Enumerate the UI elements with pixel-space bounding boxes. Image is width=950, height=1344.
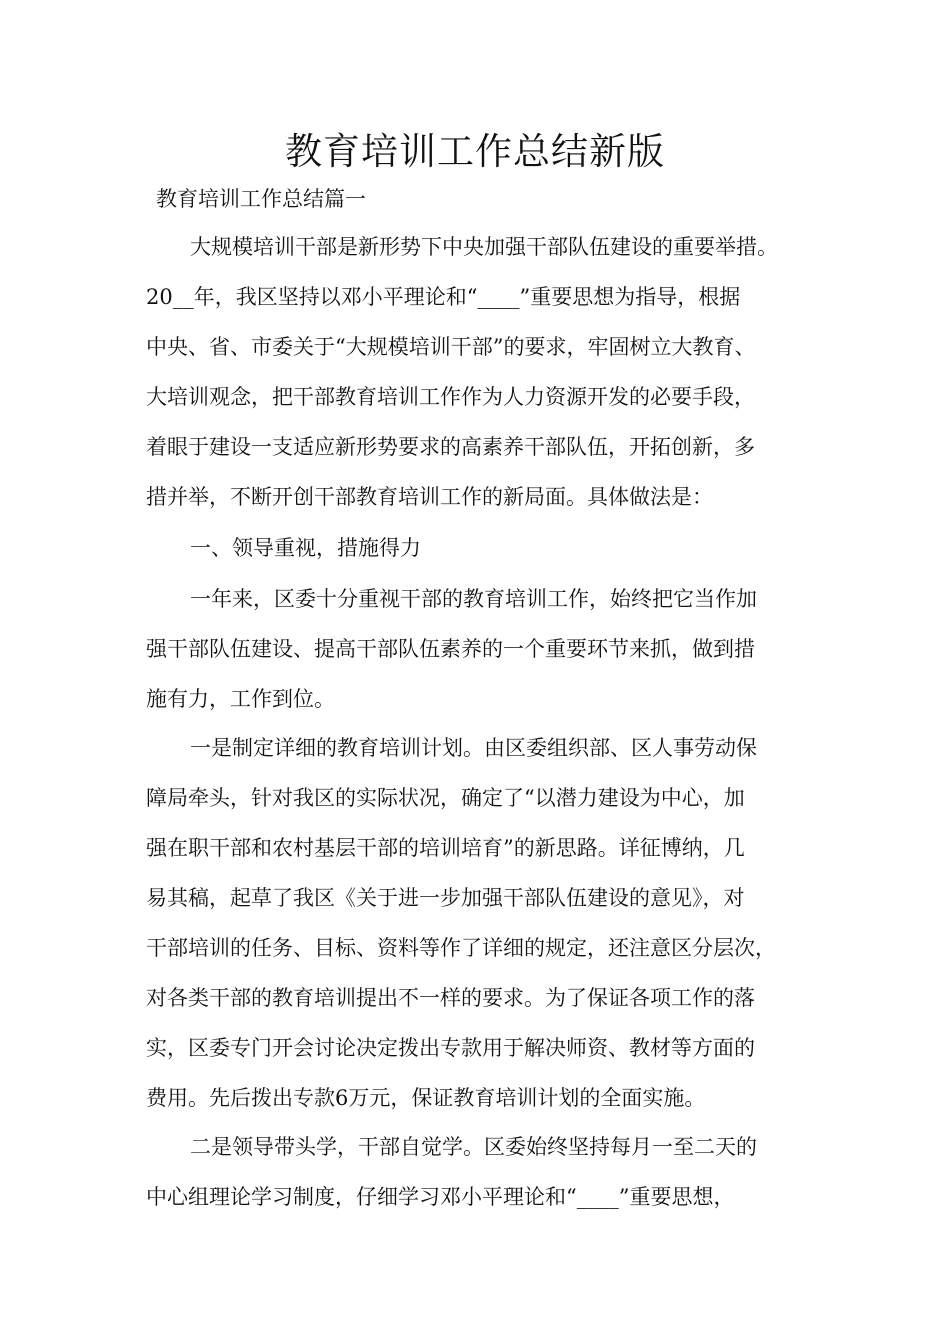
paragraph-leadership-study xyxy=(146,1122,826,1222)
text-line: 强在职干部和农村基层干部的培训培育”的新思路。详征博纳，几 xyxy=(146,836,745,860)
document-title: 教育培训工作总结新版 xyxy=(285,130,665,173)
paragraph-overview xyxy=(146,574,826,724)
text-line: 干部培训的任务、目标、资料等作了详细的规定，还注意区分层次， xyxy=(146,936,776,960)
text-line: 措并举，不断开创干部教育培训工作的新局面。具体做法是： xyxy=(146,485,713,509)
text-line: 对各类干部的教育培训提出不一样的要求。为了保证各项工作的落 xyxy=(146,986,755,1010)
text-line: 强干部队伍建设、提高干部队伍素养的一个重要环节来抓，做到措 xyxy=(146,637,755,661)
text-line: 二是领导带头学，干部自觉学。区委始终坚持每月一至二天的 xyxy=(190,1135,757,1159)
text-line: 施有力，工作到位。 xyxy=(146,687,335,711)
text-line: 大培训观念，把干部教育培训工作作为人力资源开发的必要手段， xyxy=(146,385,755,409)
text-line: 一是制定详细的教育培训计划。由区委组织部、区人事劳动保 xyxy=(190,736,757,760)
text-line: 实，区委专门开会讨论决定拨出专款用于解决师资、教材等方面的 xyxy=(146,1036,755,1060)
text-line: 障局牵头，针对我区的实际状况，确定了“以潜力建设为中心，加 xyxy=(146,786,745,810)
text-line: 20__年，我区坚持以邓小平理论和“____”重要思想为指导，根据 xyxy=(146,285,741,309)
section-heading xyxy=(146,523,826,573)
text-line: 中心组理论学习制度，仔细学习邓小平理论和“____”重要思想， xyxy=(146,1185,735,1209)
document-subtitle: 教育培训工作总结篇一 xyxy=(156,187,366,211)
text-line: 大规模培训干部是新形势下中央加强干部队伍建设的重要举措。 xyxy=(190,235,778,259)
text-line: 易其稿，起草了我区《关于进一步加强干部队伍建设的意见》，对 xyxy=(146,886,745,910)
paragraph-plan xyxy=(146,723,826,1123)
text-line: 费用。先后拨出专款6万元，保证教育培训计划的全面实施。 xyxy=(146,1086,706,1110)
text-line: 着眼于建设一支适应新形势要求的高素养干部队伍，开拓创新，多 xyxy=(146,435,755,459)
paragraph-intro xyxy=(146,222,826,522)
text-line: 中央、省、市委关于“大规模培训干部”的要求，牢固树立大教育、 xyxy=(146,335,756,359)
text-line: 一、领导重视，措施得力 xyxy=(190,536,421,560)
text-line: 一年来，区委十分重视干部的教育培训工作，始终把它当作加 xyxy=(190,587,757,611)
